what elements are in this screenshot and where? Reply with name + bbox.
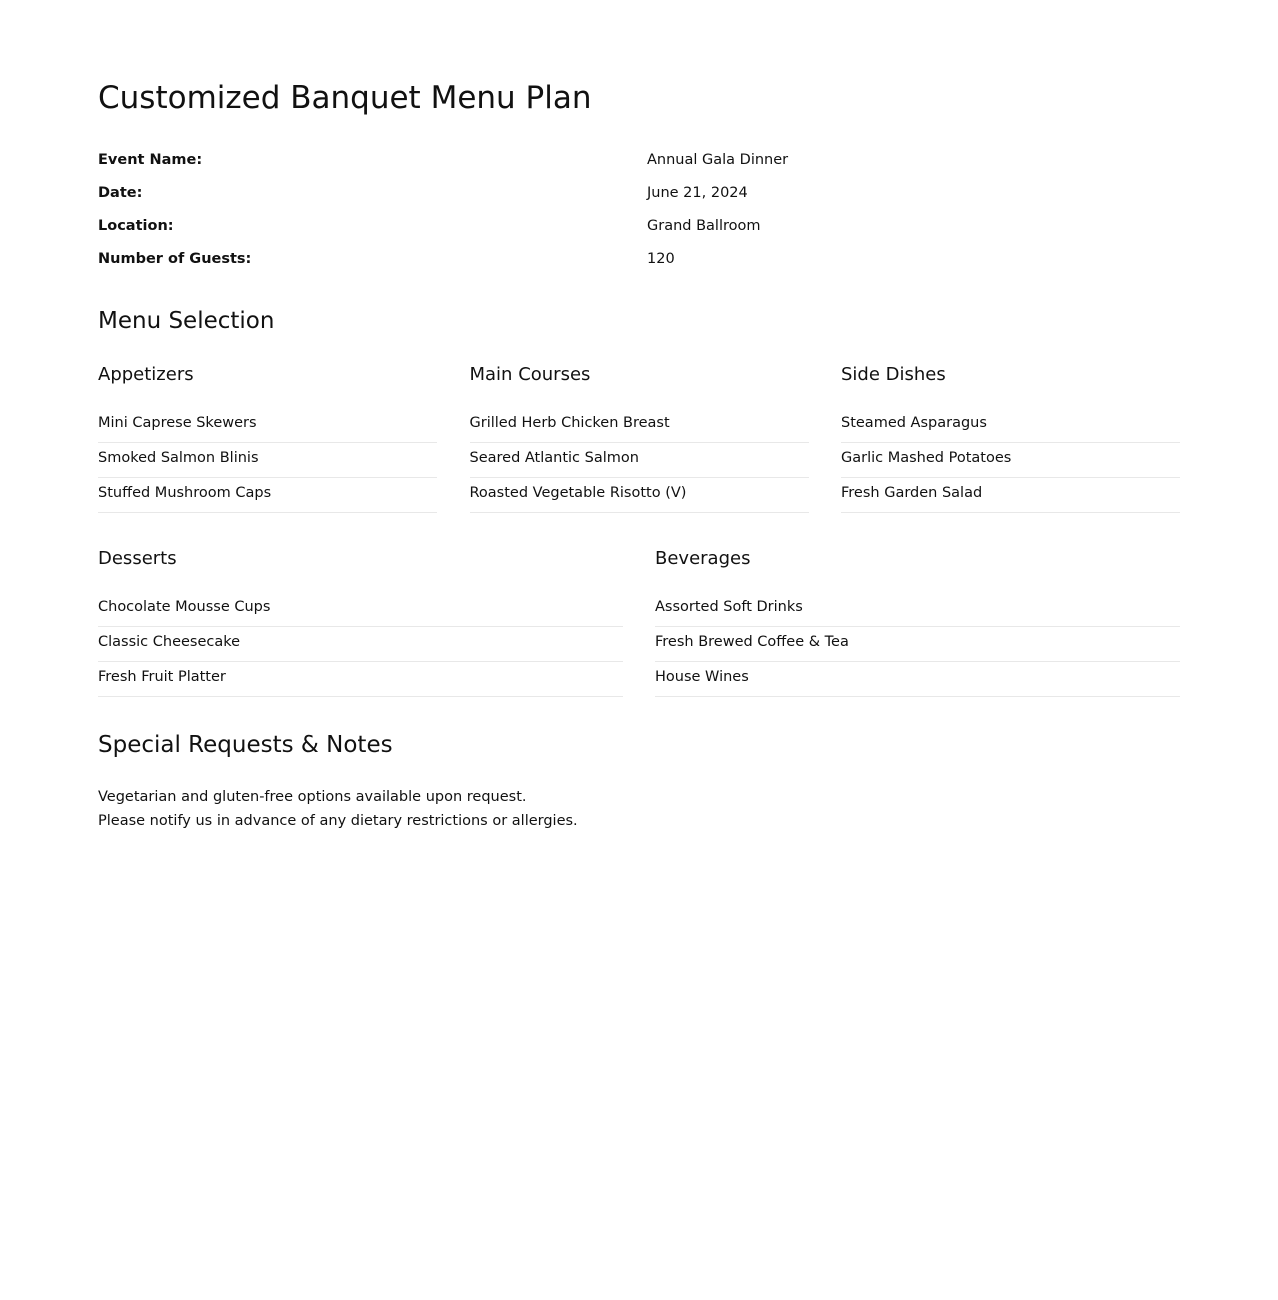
menu-item: Classic Cheesecake [98, 627, 623, 662]
notes-text [98, 785, 578, 833]
menu-item: Mini Caprese Skewers [98, 408, 437, 443]
menu-item: Smoked Salmon Blinis [98, 443, 437, 478]
menu-grid-bottom [98, 544, 1180, 697]
menu-grid-top [98, 360, 1180, 513]
section-desserts [98, 544, 623, 697]
menu-item: Steamed Asparagus [841, 408, 1180, 443]
section-side-dishes [841, 360, 1180, 513]
meta-value: Annual Gala Dinner [647, 152, 789, 168]
event-details [98, 148, 1180, 280]
menu-item: Fresh Brewed Coffee & Tea [655, 627, 1180, 662]
menu-item: Fresh Garden Salad [841, 478, 1180, 513]
meta-value: 120 [647, 251, 675, 267]
meta-label: Location: [98, 218, 174, 234]
meta-value: Grand Ballroom [647, 218, 761, 234]
notes-heading: Special Requests & Notes [98, 732, 393, 758]
notes-line: Vegetarian and gluten-free options available upon request. [98, 789, 527, 805]
menu-item: Assorted Soft Drinks [655, 592, 1180, 627]
meta-row-event-name [98, 148, 1180, 181]
section-title: Beverages [655, 548, 751, 569]
section-title: Desserts [98, 548, 177, 569]
menu-item: Roasted Vegetable Risotto (V) [470, 478, 809, 513]
menu-item: Grilled Herb Chicken Breast [470, 408, 809, 443]
meta-row-location [98, 214, 1180, 247]
menu-item: Fresh Fruit Platter [98, 662, 623, 697]
menu-heading: Menu Selection [98, 308, 275, 334]
section-beverages [655, 544, 1180, 697]
section-main-courses [470, 360, 809, 513]
meta-label: Date: [98, 185, 143, 201]
meta-label: Event Name: [98, 152, 203, 168]
section-title: Side Dishes [841, 364, 946, 385]
page-title: Customized Banquet Menu Plan [98, 80, 592, 116]
meta-value: June 21, 2024 [647, 185, 748, 201]
section-title: Main Courses [469, 364, 591, 385]
meta-row-guests [98, 247, 1180, 280]
section-appetizers [98, 360, 437, 513]
notes-line: Please notify us in advance of any dietary restrictions or allergies. [98, 813, 578, 829]
menu-item: Garlic Mashed Potatoes [841, 443, 1180, 478]
menu-item: Chocolate Mousse Cups [98, 592, 623, 627]
section-title: Appetizers [98, 364, 194, 385]
meta-label: Number of Guests: [98, 251, 252, 267]
menu-item: House Wines [655, 662, 1180, 697]
meta-row-date [98, 181, 1180, 214]
menu-item: Stuffed Mushroom Caps [98, 478, 437, 513]
menu-item: Seared Atlantic Salmon [470, 443, 809, 478]
